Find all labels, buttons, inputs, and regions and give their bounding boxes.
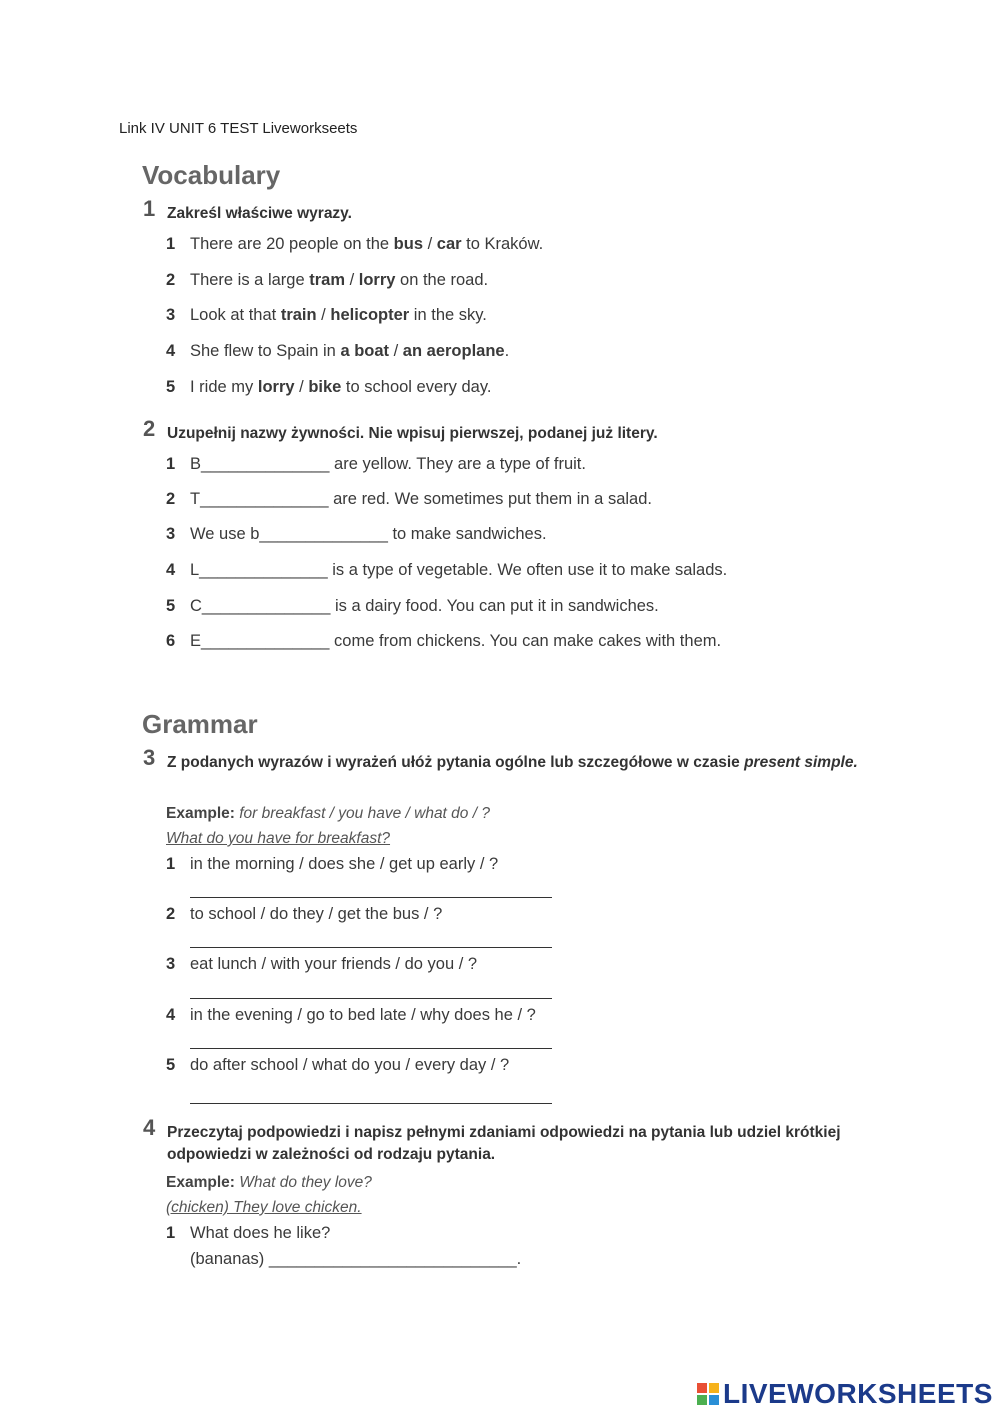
exercise-number: 1 — [143, 196, 156, 221]
exercise-1-heading — [143, 196, 873, 225]
logo-square — [709, 1395, 719, 1405]
answer-line[interactable] — [190, 897, 552, 898]
item-number: 4 — [166, 1006, 176, 1024]
item-question: What does he like? — [190, 1224, 331, 1242]
item-text: I ride my — [190, 378, 258, 396]
ex3-item-5 — [166, 1056, 509, 1075]
exercise-number: 4 — [143, 1115, 156, 1140]
item-text: to school / do they / get the bus / ? — [190, 905, 443, 923]
vocabulary-title: Vocabulary — [142, 160, 281, 190]
exercise-instruction: Uzupełnij nazwy żywności. Nie wpisuj pierwszej, podanej już litery. — [167, 425, 658, 442]
option-b[interactable]: bike — [308, 378, 342, 396]
item-number: 4 — [166, 342, 176, 360]
ex3-item-4 — [166, 1006, 536, 1025]
item-text: in the evening / go to bed late / why does he / ? — [190, 1006, 536, 1024]
ex1-item-1 — [166, 235, 543, 254]
ex2-item-2[interactable] — [166, 490, 652, 509]
ex1-item-4 — [166, 342, 509, 361]
item-text: in the morning / does she / get up early / ? — [190, 855, 499, 873]
item-number: 5 — [166, 1056, 176, 1074]
item-number: 2 — [166, 271, 176, 289]
option-a[interactable]: lorry — [257, 378, 295, 396]
item-number: 6 — [166, 632, 176, 650]
example-text: for breakfast / you have / what do / ? — [234, 805, 490, 822]
exercise-3-heading — [143, 745, 873, 774]
ex2-item-6[interactable] — [166, 632, 721, 651]
item-text-end: on the road. — [395, 271, 489, 289]
exercise-2-heading — [143, 416, 873, 445]
ex1-item-2 — [166, 271, 488, 290]
ex3-item-3 — [166, 955, 477, 974]
exercise-number: 2 — [143, 416, 156, 441]
item-text: do after school / what do you / every day / ? — [190, 1056, 510, 1074]
ex3-item-1 — [166, 855, 498, 874]
item-text-end: to school every day. — [341, 378, 492, 396]
ex4-item-1 — [166, 1224, 330, 1243]
ex3-example — [166, 805, 490, 823]
item-text: C______________ is a dairy food. You can put it in sandwiches. — [190, 597, 659, 615]
logo-text: LIVEWORKSHEETS — [723, 1378, 993, 1409]
logo-square — [709, 1383, 719, 1393]
logo-square — [697, 1383, 707, 1393]
item-text: B______________ are yellow. They are a type of fruit. — [190, 455, 586, 473]
item-text-end: to Kraków. — [461, 235, 544, 253]
ex3-item-2 — [166, 905, 442, 924]
answer-line[interactable] — [190, 1048, 552, 1049]
item-number: 5 — [166, 378, 176, 396]
example-text: What do they love? — [234, 1174, 372, 1191]
item-text: T______________ are red. We sometimes put them in a salad. — [190, 490, 652, 508]
option-a[interactable]: train — [280, 306, 317, 324]
item-number: 1 — [166, 235, 176, 253]
example-label: Example: — [166, 1174, 235, 1191]
item-text: L______________ is a type of vegetable. We often use it to make salads. — [190, 561, 728, 579]
ex4-item-1-answer[interactable]: (bananas) ___________________________. — [190, 1250, 522, 1268]
option-separator: / — [423, 235, 437, 253]
option-a[interactable]: tram — [309, 271, 345, 289]
option-b[interactable]: helicopter — [330, 306, 410, 324]
item-number: 5 — [166, 597, 176, 615]
option-separator: / — [345, 271, 359, 289]
option-a[interactable]: bus — [393, 235, 423, 253]
ex2-item-5[interactable] — [166, 597, 659, 616]
ex3-example-answer: What do you have for breakfast? — [166, 830, 391, 847]
ex1-item-5 — [166, 378, 491, 397]
item-text: Look at that — [190, 306, 281, 324]
option-b[interactable]: an aeroplane — [402, 342, 505, 360]
answer-line[interactable] — [190, 1103, 552, 1104]
option-separator: / — [389, 342, 403, 360]
item-text-end: . — [504, 342, 510, 360]
ex4-example — [166, 1174, 372, 1192]
item-number: 3 — [166, 306, 176, 324]
item-number: 3 — [166, 525, 176, 543]
option-b[interactable]: lorry — [358, 271, 396, 289]
answer-line[interactable] — [190, 947, 552, 948]
example-label: Example: — [166, 805, 235, 822]
exercise-instruction-italic: present simple. — [744, 754, 858, 771]
item-text: She flew to Spain in — [190, 342, 341, 360]
item-text: There is a large — [190, 271, 310, 289]
logo-square — [697, 1395, 707, 1405]
exercise-instruction: Z podanych wyrazów i wyrażeń ułóż pytania ogólne lub szczegółowe w czasie — [167, 754, 745, 771]
ex2-item-3[interactable] — [166, 525, 547, 544]
ex2-item-4[interactable] — [166, 561, 727, 580]
exercise-instruction: Zakreśl właściwe wyrazy. — [167, 205, 352, 222]
item-number: 4 — [166, 561, 176, 579]
item-number: 1 — [166, 855, 176, 873]
option-a[interactable]: a boat — [340, 342, 390, 360]
item-text: E______________ come from chickens. You can make cakes with them. — [190, 632, 722, 650]
ex1-item-3 — [166, 306, 487, 325]
exercise-number: 3 — [143, 745, 156, 770]
option-b[interactable]: car — [436, 235, 462, 253]
option-separator: / — [316, 306, 331, 324]
exercise-instruction: Przeczytaj podpowiedzi i napisz pełnymi zdaniami odpowiedzi na pytania lub udziel krótkiej odpowiedzi w zależności od rodzaju pytania. — [167, 1124, 841, 1163]
item-text: We use b______________ to make sandwiches. — [190, 525, 547, 543]
item-number: 1 — [166, 455, 176, 473]
item-number: 1 — [166, 1224, 176, 1242]
exercise-4-heading — [143, 1115, 873, 1166]
ex2-item-1[interactable] — [166, 455, 586, 474]
ex4-example-answer: (chicken) They love chicken. — [166, 1199, 362, 1216]
option-separator: / — [294, 378, 309, 396]
answer-line[interactable] — [190, 998, 552, 999]
page-header: Link IV UNIT 6 TEST Liveworkseets — [119, 120, 358, 137]
item-text: eat lunch / with your friends / do you / ? — [190, 955, 478, 973]
item-number: 3 — [166, 955, 176, 973]
item-text-end: in the sky. — [409, 306, 487, 324]
item-text: There are 20 people on the — [190, 235, 394, 253]
grammar-title: Grammar — [142, 709, 258, 739]
liveworksheets-logo — [697, 1379, 993, 1409]
item-number: 2 — [166, 905, 176, 923]
logo-mark-icon — [697, 1383, 719, 1405]
item-number: 2 — [166, 490, 176, 508]
